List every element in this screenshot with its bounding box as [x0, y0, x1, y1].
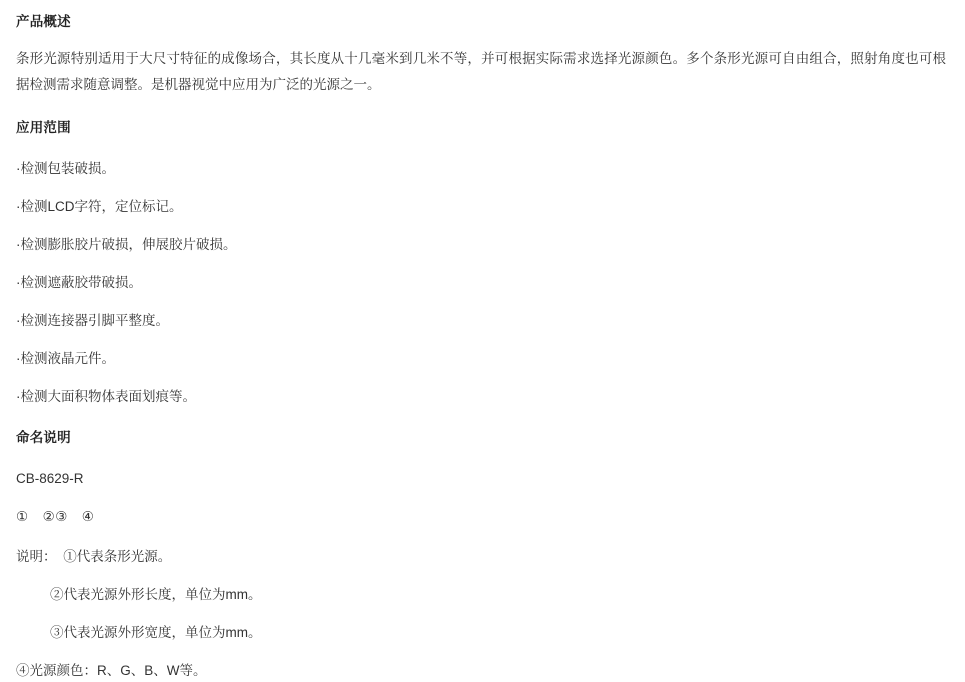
list-item: ·检测液晶元件。 — [16, 351, 115, 366]
list-item: ·检测膨胀胶片破损，伸展胶片破损。 — [16, 237, 237, 252]
overview-paragraph: 条形光源特别适用于大尺寸特征的成像场合，其长度从十几毫米到几米不等，并可根据实际需求选择光源颜色。多个条形光源可自由组合，照射角度也可根据检测需求随意调整。是机器视觉中应用为广泛的光源之一。 — [16, 51, 946, 92]
model-code: CB-8629-R — [16, 471, 84, 486]
section-heading-naming-rule: 命名说明 — [16, 430, 71, 445]
list-item: ·检测遮蔽胶带破损。 — [16, 275, 142, 290]
naming-note: ②代表光源外形长度，单位为mm。 — [50, 587, 262, 602]
list-item: ·检测LCD字符，定位标记。 — [16, 199, 183, 214]
naming-markers: ① ②③ ④ — [16, 509, 95, 524]
list-item: ·检测大面积物体表面划痕等。 — [16, 389, 196, 404]
section-heading-application-scope: 应用范围 — [16, 120, 71, 135]
list-item: ·检测包装破损。 — [16, 161, 115, 176]
naming-note: ④光源颜色：R、G、B、W等。 — [16, 663, 207, 678]
naming-note: 说明： ①代表条形光源。 — [16, 549, 172, 564]
list-item: ·检测连接器引脚平整度。 — [16, 313, 169, 328]
naming-note: ③代表光源外形宽度，单位为mm。 — [50, 625, 262, 640]
section-heading-overview: 产品概述 — [16, 14, 71, 29]
